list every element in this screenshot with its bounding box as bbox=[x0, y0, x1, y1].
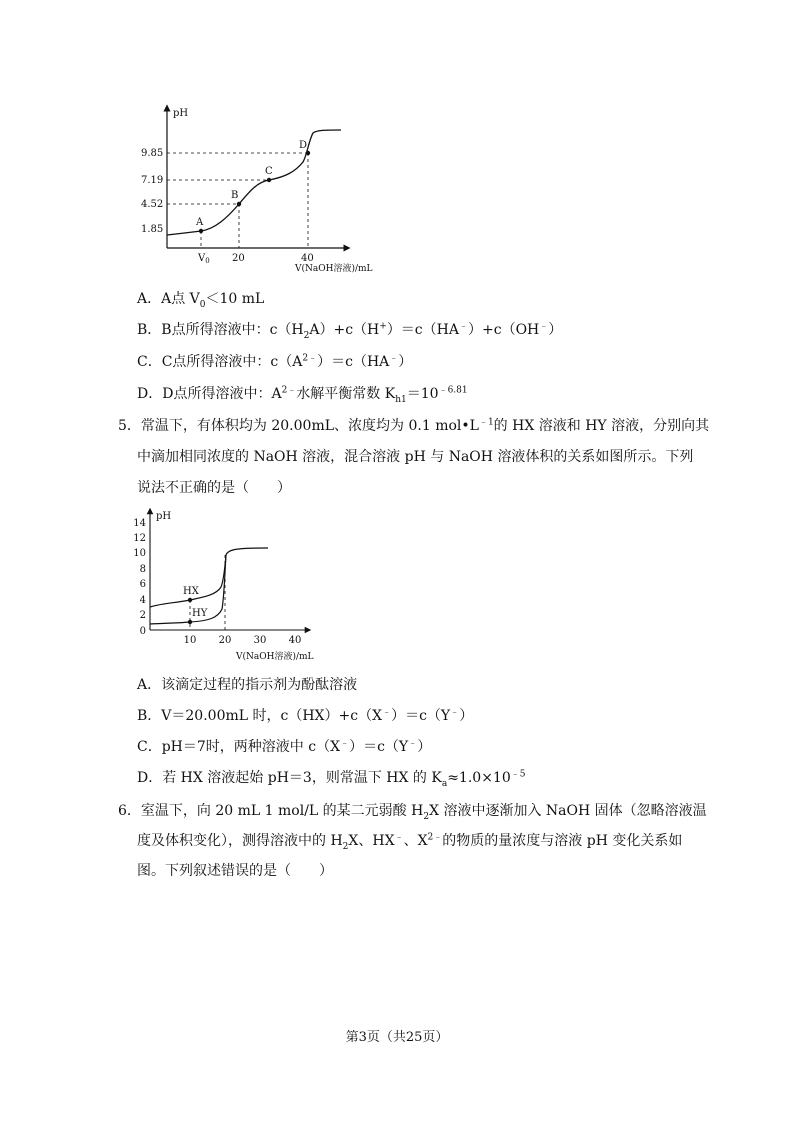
q6-stem-line2: 度及体积变化），测得溶液中的 $H_2X$、HX﹣、$X^{2﹣}$的物质的量浓度与溶液 pH 变化关系如 bbox=[137, 832, 683, 852]
q4-option-d: D．D点所得溶液中：$A^{2﹣}$水解平衡常数 $K_{h1}=10^{﹣6.81}$ bbox=[137, 385, 468, 405]
y-tick-6: 6 bbox=[139, 579, 146, 590]
label-HY: HY bbox=[192, 608, 208, 619]
x-tick-10: 10 bbox=[183, 635, 197, 646]
point-C bbox=[267, 178, 271, 182]
point-HX-10 bbox=[188, 598, 192, 602]
y-tick-985: 9.85 bbox=[141, 148, 164, 159]
q4-option-b: B．B点所得溶液中：$c(H_2A)+c(H^+)=c(HA^﹣)+c(OH^﹣)$ bbox=[137, 321, 563, 341]
y-tick-14: 14 bbox=[133, 518, 146, 529]
y-tick-8: 8 bbox=[139, 564, 146, 575]
q6-number: 6． bbox=[118, 803, 141, 819]
q5-number: 5． bbox=[118, 418, 141, 434]
label-D: D bbox=[299, 140, 308, 151]
y-tick-719: 7.19 bbox=[141, 175, 164, 186]
x-axis-label: V(NaOH溶液)/mL bbox=[295, 264, 373, 274]
figure-titration-curves-2 bbox=[128, 505, 328, 670]
label-B: B bbox=[231, 190, 239, 201]
y-axis-label: pH bbox=[156, 511, 172, 522]
y-tick-2: 2 bbox=[139, 610, 146, 621]
q5-option-b: B．V＝20.00mL 时，c（HX）+c（X﹣）＝c（Y﹣） bbox=[137, 707, 474, 724]
y-tick-12: 12 bbox=[133, 533, 146, 544]
y-ticks bbox=[133, 518, 146, 637]
x-axis-label: V(NaOH溶液)/mL bbox=[236, 652, 314, 662]
y-tick-10: 10 bbox=[133, 548, 146, 559]
x-tick-40: 40 bbox=[301, 253, 314, 264]
x-tick-20: 20 bbox=[232, 253, 245, 264]
page-footer: 第3页（共25页） bbox=[345, 1030, 449, 1045]
q5-option-d: D．若 HX 溶液起始 pH＝3，则常温下 HX 的 $K_a\approx 1.0\times 10^{﹣5}$ bbox=[137, 769, 526, 789]
x-tick-20: 20 bbox=[218, 635, 232, 646]
x-tick-v0: $V_0$ bbox=[198, 253, 210, 265]
q5-option-a: A．该滴定过程的指示剂为酚酞溶液 bbox=[137, 677, 358, 693]
point-D bbox=[306, 151, 310, 155]
q4-option-a: A．A点 $V_0<10$ mL bbox=[137, 291, 265, 310]
q4-option-c: C．C点所得溶液中：$c(A^{2﹣})=c(HA^﹣)$ bbox=[137, 353, 413, 370]
q5-stem-line3: 说法不正确的是（ ） bbox=[137, 480, 291, 496]
point-B bbox=[237, 202, 241, 206]
figure-titration-curve-1 bbox=[135, 100, 395, 275]
label-HX: HX bbox=[183, 586, 199, 597]
label-C: C bbox=[265, 166, 273, 177]
point-A bbox=[199, 229, 203, 233]
y-axis-label: pH bbox=[173, 108, 189, 119]
label-A: A bbox=[196, 217, 204, 228]
q6-stem-line1: 6．室温下，向 20 mL 1 mol/L 的某二元弱酸 $H_2X$ 溶液中逐渐加入 NaOH 固体（忽略溶液温 bbox=[118, 803, 707, 822]
q5-option-c: C．pH＝7时，两种溶液中 c（X﹣）＝c（Y﹣） bbox=[137, 738, 432, 755]
x-tick-30: 30 bbox=[253, 635, 267, 646]
y-tick-452: 4.52 bbox=[141, 199, 164, 210]
x-tick-40: 40 bbox=[288, 635, 302, 646]
y-tick-0: 0 bbox=[139, 626, 146, 637]
q5-stem-line1: 5．常温下，有体积均为 20.00mL、浓度均为 0.1 $mol•L^{﹣1}$的 HX 溶液和 HY 溶液，分别向其 bbox=[118, 417, 710, 434]
titration-curve bbox=[167, 130, 341, 235]
point-HY-10 bbox=[188, 620, 192, 624]
x-ticks bbox=[184, 635, 302, 646]
y-tick-4: 4 bbox=[139, 595, 146, 606]
q5-stem-line2: 中滴加相同浓度的 NaOH 溶液，混合溶液 pH 与 NaOH 溶液体积的关系如图所示。下列 bbox=[137, 449, 694, 465]
curve-HX bbox=[150, 548, 268, 607]
y-tick-185: 1.85 bbox=[141, 224, 164, 235]
q6-stem-line3: 图。下列叙述错误的是（ ） bbox=[137, 863, 333, 879]
